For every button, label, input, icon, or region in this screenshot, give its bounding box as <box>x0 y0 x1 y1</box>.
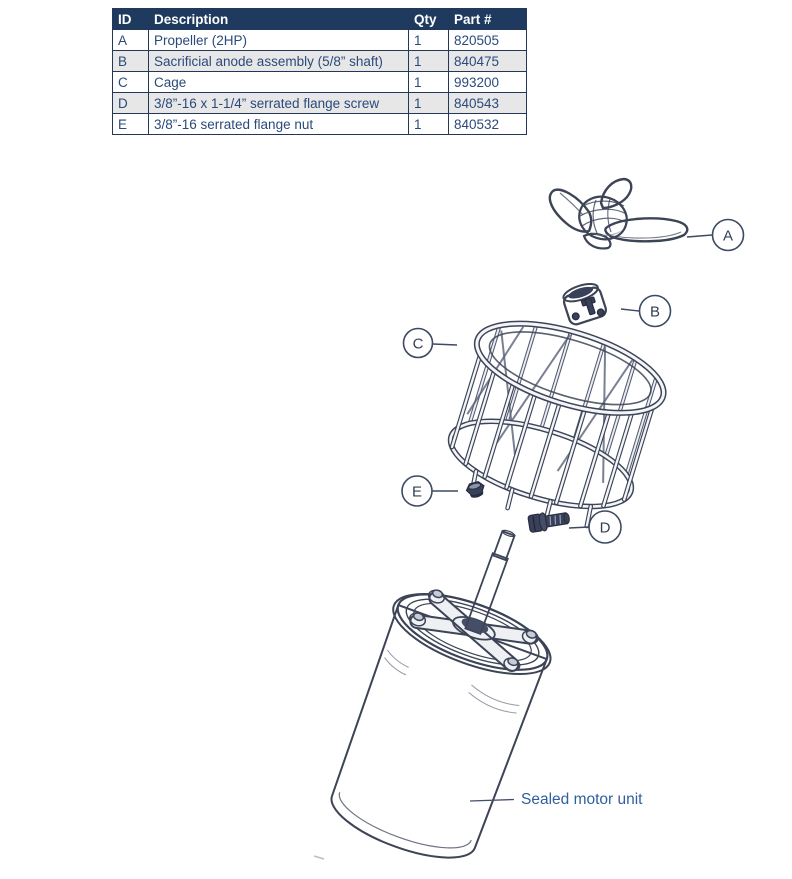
cell-description: Sacrificial anode assembly (5/8” shaft) <box>149 51 409 72</box>
header-part-number: Part # <box>449 9 527 30</box>
sealed-motor-unit-drawing <box>317 503 588 875</box>
callout-b <box>621 296 671 327</box>
anode-drawing <box>560 280 607 326</box>
cell-id: A <box>113 30 149 51</box>
cell-id: B <box>113 51 149 72</box>
cell-qty: 1 <box>409 51 449 72</box>
cell-part-number: 993200 <box>449 72 527 93</box>
callout-a <box>687 220 744 251</box>
cell-id: E <box>113 114 149 135</box>
cell-qty: 1 <box>409 30 449 51</box>
callout-c <box>404 329 458 358</box>
callout-e <box>402 476 458 506</box>
header-description: Description <box>149 9 409 30</box>
scan-artifact <box>314 856 324 859</box>
cell-id: D <box>113 93 149 114</box>
cell-part-number: 840475 <box>449 51 527 72</box>
header-id: ID <box>113 9 149 30</box>
annotation-text: Sealed motor unit <box>521 791 643 808</box>
cell-id: C <box>113 72 149 93</box>
cell-qty: 1 <box>409 93 449 114</box>
cell-description: Propeller (2HP) <box>149 30 409 51</box>
cell-description: 3/8”-16 serrated flange nut <box>149 114 409 135</box>
callout-d <box>569 511 621 543</box>
propeller-drawing <box>550 179 687 248</box>
cell-description: 3/8”-16 x 1-1/4” serrated flange screw <box>149 93 409 114</box>
callout-letter: E <box>411 483 423 501</box>
cell-part-number: 840532 <box>449 114 527 135</box>
cell-qty: 1 <box>409 114 449 135</box>
callout-letter: C <box>412 335 424 353</box>
callout-letter: A <box>722 227 734 245</box>
cell-part-number: 820505 <box>449 30 527 51</box>
header-qty: Qty <box>409 9 449 30</box>
callout-letter: D <box>599 519 611 537</box>
cell-part-number: 840543 <box>449 93 527 114</box>
flange-nut-drawing <box>465 480 486 499</box>
cage-drawing <box>433 305 673 542</box>
callout-letter: B <box>649 303 661 321</box>
cell-description: Cage <box>149 72 409 93</box>
cell-qty: 1 <box>409 72 449 93</box>
